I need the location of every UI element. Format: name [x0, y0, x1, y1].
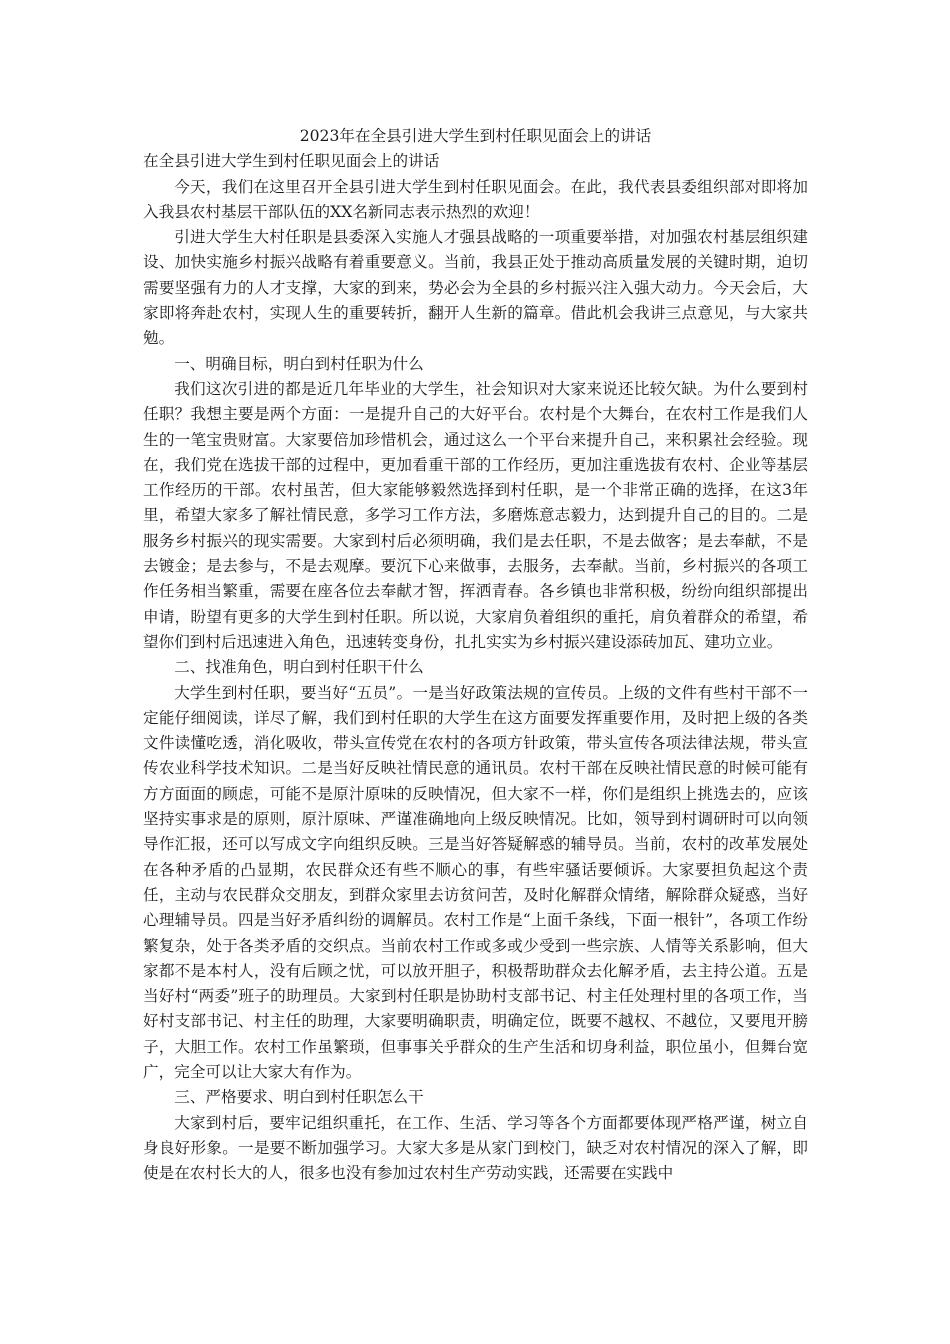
- paragraph-section-2: 大学生到村任职，要当好“五员”。一是当好政策法规的宣传员。上级的文件有些村干部不一定能仔细阅读，详尽了解，我们到村任职的大学生在这方面要发挥重要作用，及时把上级的各类文件读懂吃透，消化吸收，带头宣传党在农村的各项方针政策，带头宣传各项法律法规，带头宣传农业科学技术知识。二是当好反映社情民意的通讯员。农村干部在反映社情民意的时候可能有方方面面的顾虑，可能不是原汁原味的反映情况，但大家不一样，你们是组织上挑选去的，应该坚持实事求是的原则，原汁原味、严谨准确地向上级反映情况。比如，领导到村调研时可以向领导作汇报，还可以写成文字向组织反映。三是当好答疑解惑的辅导员。当前，农村的改革发展处在各种矛盾的凸显期，农民群众还有些不顺心的事，有些牢骚话要倾诉。大家要担负起这个责任，主动与农民群众交朋友，到群众家里去访贫问苦，及时化解群众情绪，解除群众疑惑，当好心理辅导员。四是当好矛盾纠纷的调解员。农村工作是“上面千条线，下面一根针”，各项工作纷繁复杂，处于各类矛盾的交织点。当前农村工作或多或少受到一些宗族、人情等关系影响，但大家都不是本村人，没有后顾之忧，可以放开胆子，积极帮助群众去化解矛盾，去主持公道。五是当好村“两委”班子的助理员。大家到村任职是协助村支部书记、村主任处理村里的各项工作，当好村支部书记、村主任的助理，大家要明确职责，明确定位，既要不越权、不越位，又要甩开膀子，大胆工作。农村工作虽繁琐，但事事关乎群众的生产生活和切身利益，职位虽小，但舞台宽广，完全可以让大家大有作为。: [143, 683, 808, 1081]
- paragraph-intro: 引进大学生大村任职是县委深入实施人才强县战略的一项重要举措，对加强农村基层组织建设、加快实施乡村振兴战略有着重要意义。当前，我县正处于推动高质量发展的关键时期，迫切需要坚强有力的人才支撑，大家的到来，势必会为全县的乡村振兴注入强大动力。今天会后，大家即将奔赴农村，实现人生的重要转折，翻开人生新的篇章。借此机会我讲三点意见，与大家共勉。: [143, 228, 808, 348]
- paragraph-section-1: 我们这次引进的都是近几年毕业的大学生，社会知识对大家来说还比较欠缺。为什么要到村任职？我想主要是两个方面：一是提升自己的大好平台。农村是个大舞台，在农村工作是我们人生的一笔宝贵财富。大家要倍加珍惜机会，通过这么一个平台来提升自己，来积累社会经验。现在，我们党在选拔干部的过程中，更加看重干部的工作经历，更加注重选拔有农村、企业等基层工作经历的干部。农村虽苦，但大家能够毅然选择到村任职，是一个非常正确的选择，在这3年里，希望大家多了解社情民意，多学习工作方法，多磨炼意志毅力，达到提升自己的目的。二是服务乡村振兴的现实需要。大家到村后必须明确，我们是去任职，不是去做客；是去奉献，不是去镀金；是去参与，不是去观摩。要沉下心来做事，去服务，去奉献。当前，乡村振兴的各项工作任务相当繁重，需要在座各位去奉献才智，挥洒青春。各乡镇也非常积极，纷纷向组织部提出申请，盼望有更多的大学生到村任职。所以说，大家肩负着组织的重托，肩负着群众的希望，希望你们到村后迅速进入角色，迅速转变身份，扎扎实实为乡村振兴建设添砖加瓦、建功立业。: [143, 379, 808, 651]
- document-title: 2023年在全县引进大学生到村任职见面会上的讲话: [299, 127, 652, 145]
- section-heading-2: 二、找准角色，明白到村任职干什么: [174, 658, 424, 677]
- section-heading-3: 三、严格要求、明白到村任职怎么干: [174, 1088, 424, 1107]
- paragraph-section-3: 大家到村后，要牢记组织重托，在工作、生活、学习等各个方面都要体现严格严谨，树立自身良好形象。一是要不断加强学习。大家大多是从家门到校门，缺乏对农村情况的深入了解，即使是在农村长大的人，很多也没有参加过农村生产劳动实践，还需要在实践中: [143, 1113, 808, 1183]
- document-subtitle: 在全县引进大学生到村任职见面会上的讲话: [143, 152, 440, 171]
- section-heading-1: 一、明确目标，明白到村任职为什么: [174, 354, 424, 373]
- paragraph-welcome: 今天，我们在这里召开全县引进大学生到村任职见面会。在此，我代表县委组织部对即将加入我县农村基层干部队伍的XX名新同志表示热烈的欢迎！: [143, 177, 808, 221]
- document-page: [143, 124, 808, 1186]
